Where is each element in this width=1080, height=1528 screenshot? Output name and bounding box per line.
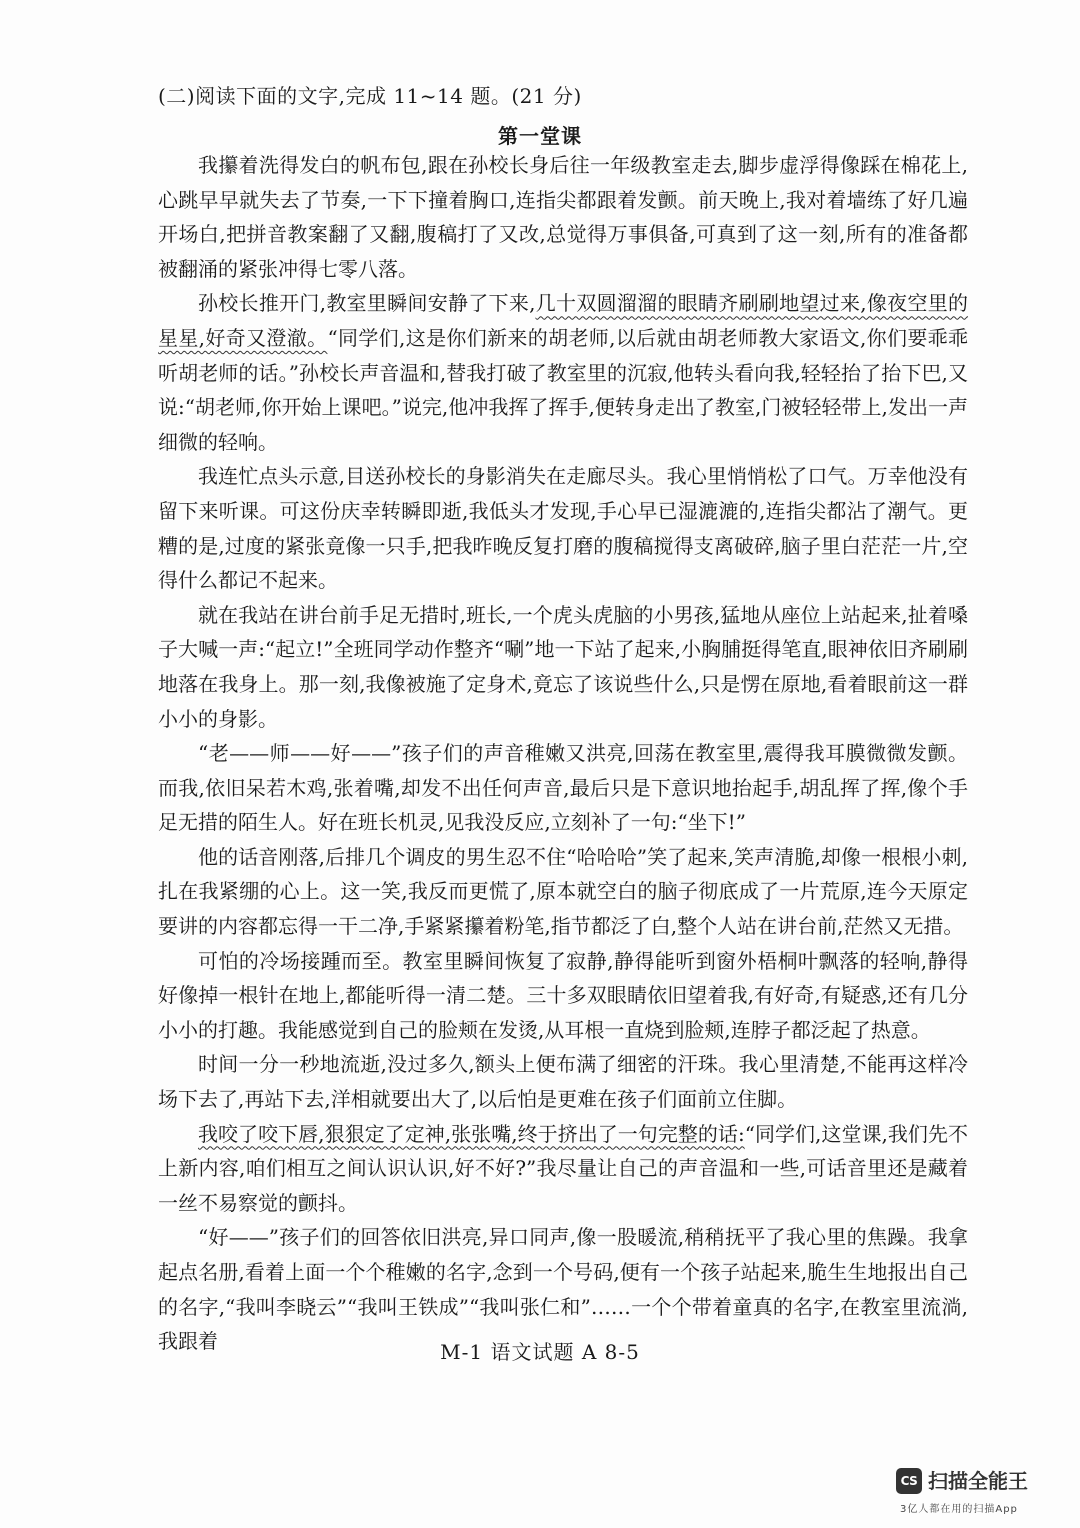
paragraph-9-rest: “同学们,这堂课,我们先不上新内容,咱们相互之间认识认识,好不好?”我尽量让自己的声音温和一些,可话音里还是藏着一丝不易察觉的颤抖。 — [158, 1121, 968, 1215]
wavy-underlined-sentence-2: 我咬了咬下唇,狠狠定了定神,张张嘴,终于挤出了一句完整的话: — [198, 1121, 745, 1146]
paragraph-7: 可怕的冷场接踵而至。教室里瞬间恢复了寂静,静得能听到窗外梧桐叶飘落的轻响,静得好像掉一根针在地上,都能听得一清二楚。三十多双眼睛依旧望着我,有好奇,有疑惑,还有几分小小的打趣。我能感觉到自己的脸颊在发烫,从耳根一直烧到脸颊,连脖子都泛起了热意。 — [158, 948, 968, 1042]
paragraph-1: 我攥着洗得发白的帆布包,跟在孙校长身后往一年级教室走去,脚步虚浮得像踩在棉花上,心跳早早就失去了节奏,一下下撞着胸口,连指尖都跟着发颤。前天晚上,我对着墙练了好几遍开场白,把拼音教案翻了又翻,腹稿打了又改,总觉得万事俱备,可真到了这一刻,所有的准备都被翻涌的紧张冲得七零八落。 — [158, 153, 968, 281]
paragraph-2-lead: 孙校长推开门,教室里瞬间安静了下来, — [198, 291, 536, 316]
watermark-app-name: 扫描全能王 — [928, 1469, 1028, 1493]
article-body — [158, 148, 968, 1359]
watermark-tagline: 3亿人都在用的扫描App — [900, 1504, 1018, 1515]
article-title: 第一堂课 — [498, 124, 582, 148]
scanner-watermark — [888, 1466, 1058, 1518]
paragraph-4: 就在我站在讲台前手足无措时,班长,一个虎头虎脑的小男孩,猛地从座位上站起来,扯着嗓子大喊一声:“起立!”全班同学动作整齐“唰”地一下站了起来,小胸脯挺得笔直,眼神依旧齐刷刷地落在我身上。那一刻,我像被施了定身术,竟忘了该说些什么,只是愣在原地,看着眼前这一群小小的身影。 — [158, 602, 968, 731]
paragraph-9 — [158, 1117, 968, 1221]
wavy-underlined-sentence-1: 几十双圆溜溜的眼睛齐刷刷地望过来,像夜空里的星星,好奇又澄澈。 — [158, 291, 969, 350]
paragraph-10: “好——”孩子们的回答依旧洪亮,异口同声,像一股暖流,稍稍抚平了我心里的焦躁。我拿起点名册,看着上面一个个稚嫩的名字,念到一个号码,便有一个孩子站起来,脆生生地报出自己的名字,“我叫李晓云”“我叫王铁成”“我叫张仁和”……一个个带着童真的名字,在教室里流淌,我跟着 — [158, 1225, 968, 1354]
camscanner-logo-icon: CS — [896, 1468, 922, 1494]
paragraph-8: 时间一分一秒地流逝,没过多久,额头上便布满了细密的汗珠。我心里清楚,不能再这样冷场下去了,再站下去,洋相就要出大了,以后怕是更难在孩子们面前立住脚。 — [158, 1052, 968, 1112]
paragraph-5: “老——师——好——”孩子们的声音稚嫩又洪亮,回荡在教室里,震得我耳膜微微发颤。而我,依旧呆若木鸡,张着嘴,却发不出任何声音,最后只是下意识地抬起手,胡乱挥了挥,像个手足无措的陌生人。好在班长机灵,见我没反应,立刻补了一句:“坐下!” — [158, 741, 968, 835]
paragraph-2 — [158, 286, 968, 459]
paragraph-3: 我连忙点头示意,目送孙校长的身影消失在走廊尽头。我心里悄悄松了口气。万幸他没有留下来听课。可这份庆幸转瞬即逝,我低头才发现,手心早已湿漉漉的,连指尖都沾了潮气。更糟的是,过度的紧张竟像一只手,把我昨晚反复打磨的腹稿搅得支离破碎,脑子里白茫茫一片,空得什么都记不起来。 — [158, 464, 968, 593]
paragraph-2-rest: “同学们,这是你们新来的胡老师,以后就由胡老师教大家语文,你们要乖乖听胡老师的话。”孙校长声音温和,替我打破了教室里的沉寂,他转头看向我,轻轻抬了抬下巴,又说:“胡老师,你开始上课吧。”说完,他冲我挥了挥手,便转身走出了教室,门被轻轻带上,发出一声细微的轻响。 — [158, 325, 969, 454]
section-heading: (二)阅读下面的文字,完成 11~14 题。(21 分) — [158, 84, 582, 108]
paragraph-6: 他的话音刚落,后排几个调皮的男生忍不住“哈哈哈”笑了起来,笑声清脆,却像一根根小刺,扎在我紧绷的心上。这一笑,我反而更慌了,原本就空白的脑子彻底成了一片荒原,连今天原定要讲的内容都忘得一干二净,手紧紧攥着粉笔,指节都泛了白,整个人站在讲台前,茫然又无措。 — [158, 844, 968, 939]
page-footer: M-1 语文试题 A 8-5 — [440, 1340, 640, 1364]
